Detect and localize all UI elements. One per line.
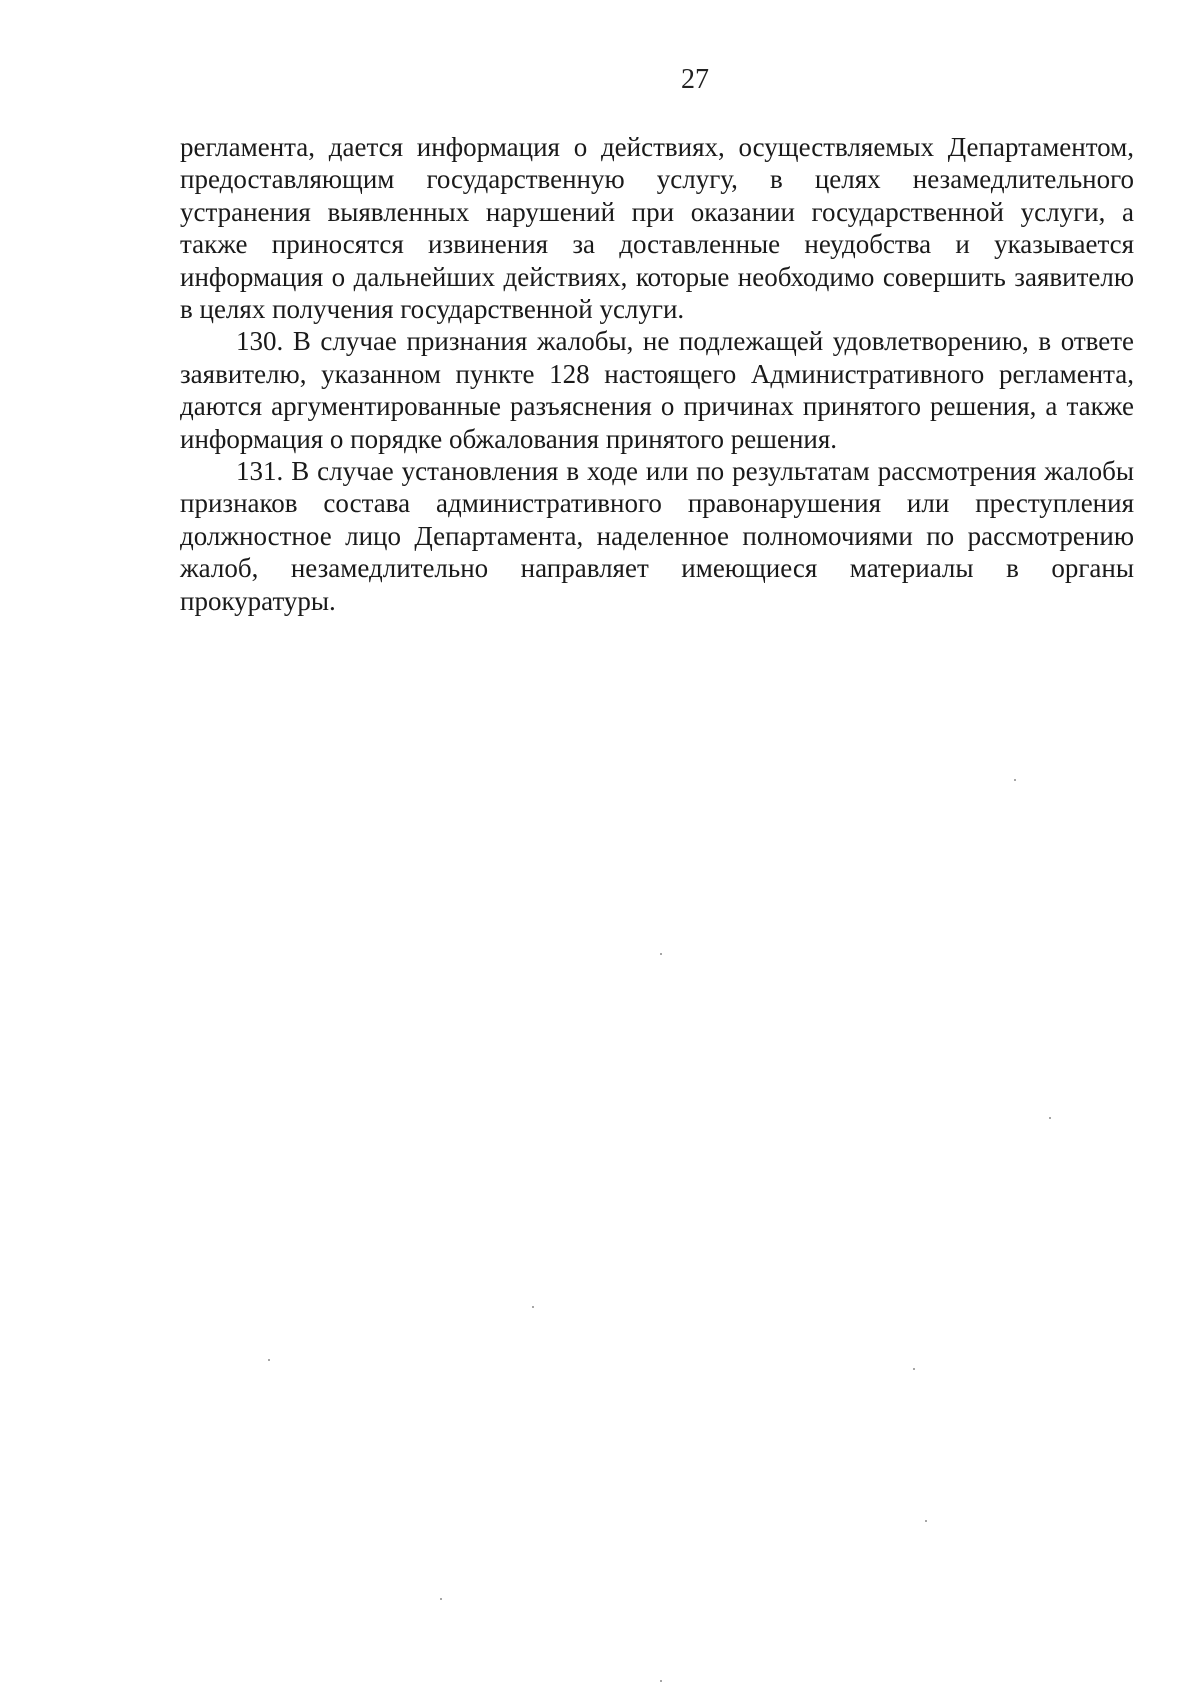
scan-speck [925, 1520, 927, 1522]
scan-speck [660, 953, 662, 955]
scan-speck [1049, 1117, 1051, 1119]
paragraph-continuation: регламента, дается информация о действиях, осуществляемых Департаментом, предоставляющим государственную услугу, в целях незамедлительного устранения выявленных нарушений при оказании государственной услуги, а также приносятся извинения за доставленные неудобства и указывается информация о дальнейших действиях, которые необходимо совершить заявителю в целях получения государственной услуги. [180, 132, 1134, 325]
scan-speck [268, 1359, 270, 1361]
scan-speck [660, 1680, 662, 1682]
page-number: 27 [681, 64, 709, 95]
scan-speck [1014, 779, 1016, 781]
paragraph-130: 130. В случае признания жалобы, не подлежащей удовлетворению, в ответе заявителю, указанном пункте 128 настоящего Административного регламента, даются аргументированные разъяснения о причинах принятого решения, а также информация о порядке обжалования принятого решения. [180, 326, 1134, 454]
scan-speck [532, 1306, 534, 1308]
paragraph-131: 131. В случае установления в ходе или по результатам рассмотрения жалобы признаков состава административного правонарушения или преступления должностное лицо Департамента, наделенное полномочиями по рассмотрению жалоб, незамедлительно направляет имеющиеся материалы в органы прокуратуры. [180, 456, 1134, 616]
scan-speck [913, 1368, 915, 1370]
scan-speck [440, 1598, 442, 1600]
document-body [180, 131, 1134, 617]
